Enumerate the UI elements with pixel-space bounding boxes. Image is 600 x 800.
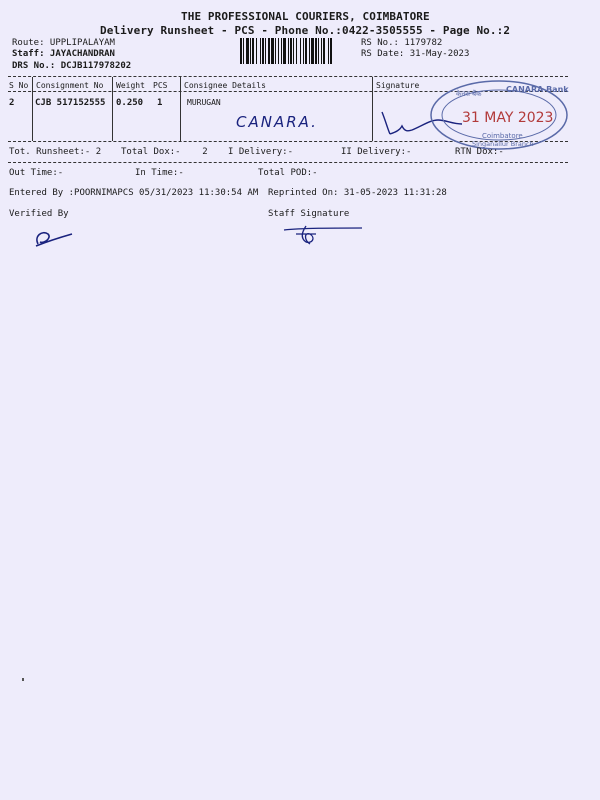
total-dox: Total Dox:- 2 [121,147,208,157]
verifier-signature [28,226,78,250]
col-divider [112,77,113,141]
barcode-bar [311,38,314,64]
barcode-bar [246,38,249,64]
col-header-sno: S No [9,81,29,90]
barcode-bar [250,38,251,64]
barcode-bar [281,38,282,64]
stamp-city: Coimbatore [482,132,523,140]
barcode-bar [283,38,286,64]
rs-number: RS No.: 1179782 [361,38,443,48]
barcode-bar [303,38,304,64]
staff-signature-label: Staff Signature [268,209,350,219]
barcode-bar [309,38,310,64]
row-sno: 2 [9,98,15,108]
ii-delivery: II Delivery:- [341,147,412,157]
barcode-bar [323,38,325,64]
stamp-date: 31 MAY 2023 [462,110,554,126]
col-divider [32,77,33,141]
barcode-bar [265,38,266,64]
barcode-bar [271,38,274,64]
barcode-bar [240,38,242,64]
company-title: THE PROFESSIONAL COURIERS, COIMBATORE [181,10,430,23]
barcode-bar [252,38,254,64]
totals-rule [8,162,568,163]
row-consignment-no: CJB 517152555 [35,98,106,108]
speck-mark [22,678,24,681]
col-divider [180,77,181,141]
barcode-bar [330,38,332,64]
barcode-bar [268,38,270,64]
barcode-bar [318,38,319,64]
in-time: In Time:- [135,168,184,178]
barcode-bar [275,38,276,64]
col-header-weight: Weight [116,81,145,90]
drs-number: DRS No.: DCJB117978202 [12,61,132,71]
verified-by-label: Verified By [9,209,69,219]
row-pcs: 1 [157,98,163,108]
barcode-bar [305,38,307,64]
i-delivery: I Delivery:- [228,147,294,157]
barcode [240,38,352,64]
barcode-bar [296,38,297,64]
barcode-bar [293,38,294,64]
barcode-bar [321,38,322,64]
barcode-bar [300,38,301,64]
barcode-bar [260,38,261,64]
rtn-dox: RTN Dox:- [455,147,504,157]
barcode-bar [328,38,329,64]
col-header-consignment: Consignment No [36,81,104,90]
row-weight: 0.250 [116,98,144,108]
stamp-branch: Singanallur Branch [472,140,534,148]
col-divider [372,77,373,141]
total-runsheet: Tot. Runsheet:- 2 [9,147,102,157]
col-header-signature: Signature [376,81,420,90]
reprinted-on: Reprinted On: 31-05-2023 11:31:28 [268,188,447,198]
stamp-bank: CANARA Bank [506,85,569,94]
col-header-pcs: PCS [153,81,168,90]
handwritten-consignee: CANARA. [236,113,318,131]
staff-label: Staff: JAYACHANDRAN [12,49,115,59]
barcode-bar [278,38,279,64]
barcode-bar [288,38,289,64]
staff-signature [282,222,364,248]
entered-by: Entered By :POORNIMAPCS 05/31/2023 11:30:54 AM [9,188,259,198]
out-time: Out Time:- [9,168,64,178]
row-consignee: MURUGAN [187,98,221,107]
bank-stamp [424,76,574,154]
col-header-consignee: Consignee Details [184,81,266,90]
route-label: Route: UPPLIPALAYAM [12,38,115,48]
barcode-bar [315,38,317,64]
runsheet-subtitle: Delivery Runsheet - PCS - Phone No.:0422-3505555 - Page No.:2 [100,24,511,37]
barcode-bar [243,38,244,64]
stamp-hindi: केनरा बैंक [456,90,482,98]
total-pod: Total POD:- [258,168,318,178]
rs-date: RS Date: 31-May-2023 [361,49,470,59]
barcode-bar [256,38,257,64]
barcode-bar [290,38,292,64]
barcode-bar [262,38,264,64]
